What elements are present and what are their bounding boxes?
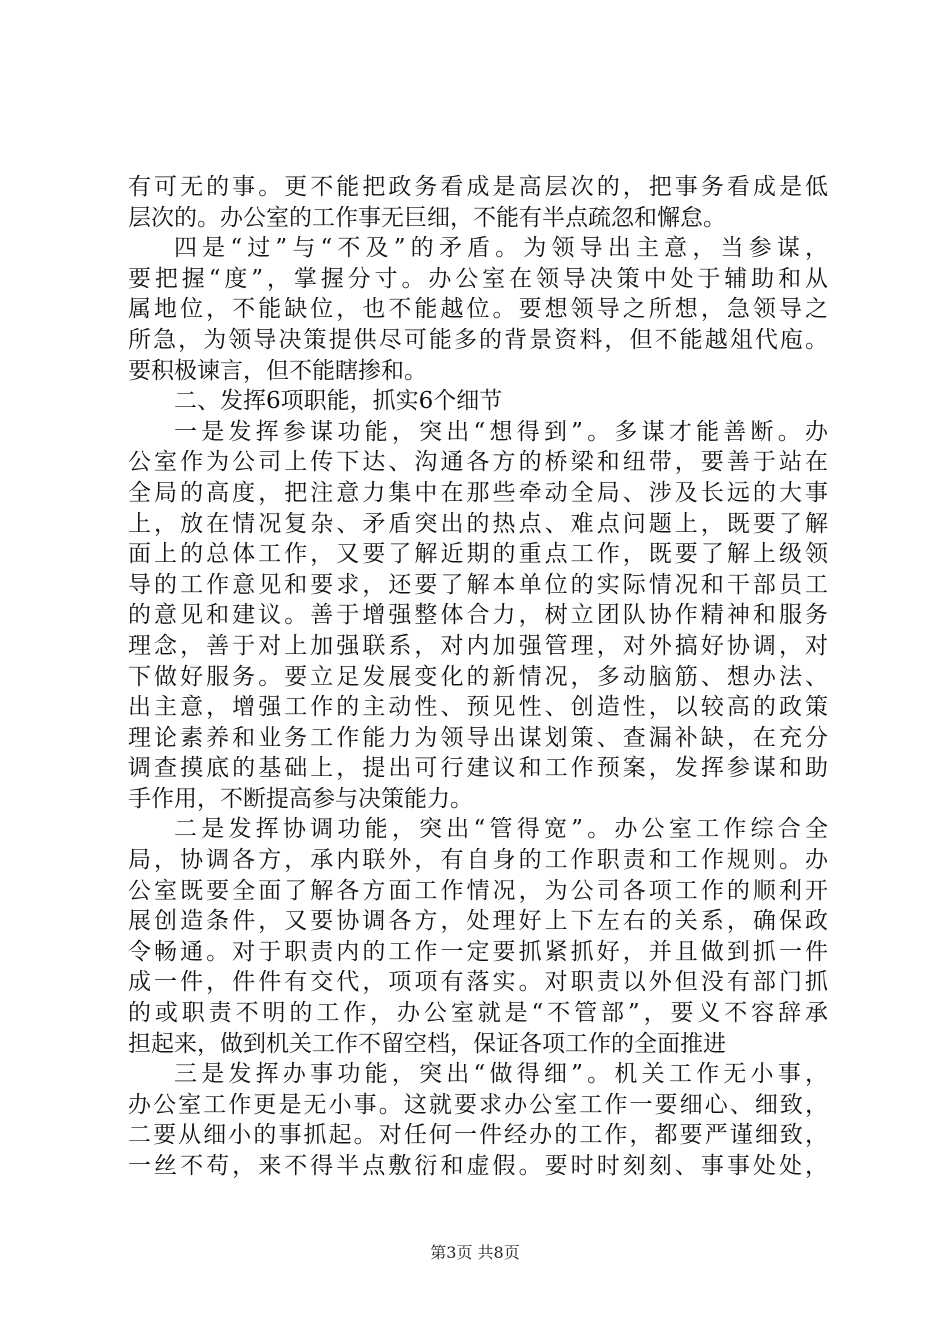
text-line: 出主意，增强工作的主动性、预见性、创造性，以较高的政策 bbox=[128, 694, 828, 721]
body-text bbox=[128, 172, 828, 1182]
text-line: 理念，善于对上加强联系，对内加强管理，对外搞好协调，对 bbox=[128, 632, 828, 659]
text-line: 导的工作意见和要求，还要了解本单位的实际情况和干部员工 bbox=[128, 571, 828, 598]
text-line: 局，协调各方，承内联外，有自身的工作职责和工作规则。办 bbox=[128, 847, 828, 874]
text-line: 成一件，件件有交代，项项有落实。对职责以外但没有部门抓 bbox=[128, 969, 828, 996]
text-line: 二是发挥协调功能，突出“管得宽”。办公室工作综合全 bbox=[174, 816, 828, 843]
text-line: 三是发挥办事功能，突出“做得细”。机关工作无小事， bbox=[174, 1061, 828, 1088]
text-line: 令畅通。对于职责内的工作一定要抓紧抓好，并且做到抓一件 bbox=[128, 938, 828, 965]
text-line: 展创造条件，又要协调各方，处理好上下左右的关系，确保政 bbox=[128, 908, 828, 935]
text-line: 所急，为领导决策提供尽可能多的背景资料，但不能越俎代庖。 bbox=[128, 326, 828, 353]
text-line: 二、发挥6项职能，抓实6个细节 bbox=[174, 388, 503, 415]
text-line: 全局的高度，把注意力集中在那些牵动全局、涉及长远的大事 bbox=[128, 479, 828, 506]
text-line: 有可无的事。更不能把政务看成是高层次的，把事务看成是低 bbox=[128, 174, 828, 200]
text-line: 手作用，不断提高参与决策能力。 bbox=[128, 785, 473, 812]
text-line: 担起来，做到机关工作不留空档，保证各项工作的全面推进 bbox=[128, 1030, 726, 1057]
text-line: 要积极谏言，但不能瞎掺和。 bbox=[128, 357, 427, 384]
text-line: 一丝不苟，来不得半点敷衍和虚假。要时时刻刻、事事处处， bbox=[128, 1153, 828, 1179]
text-line: 要把握“度”，掌握分寸。办公室在领导决策中处于辅助和从 bbox=[128, 265, 828, 292]
text-line: 二要从细小的事抓起。对任何一件经办的工作，都要严谨细致， bbox=[128, 1122, 828, 1149]
text-line: 的或职责不明的工作，办公室就是“不管部”，要义不容辞承 bbox=[128, 1000, 828, 1027]
text-line: 理论素养和业务工作能力为领导出谋划策、查漏补缺，在充分 bbox=[128, 724, 828, 751]
text-line: 公室作为公司上传下达、沟通各方的桥梁和纽带，要善于站在 bbox=[128, 449, 828, 476]
text-line: 层次的。办公室的工作事无巨细，不能有半点疏忽和懈怠。 bbox=[128, 204, 726, 231]
text-line: 的意见和建议。善于增强整体合力，树立团队协作精神和服务 bbox=[128, 602, 828, 629]
text-line: 公室既要全面了解各方面工作情况，为公司各项工作的顺利开 bbox=[128, 877, 828, 904]
text-line: 办公室工作更是无小事。这就要求办公室工作一要细心、细致， bbox=[128, 1091, 828, 1118]
text-line: 上，放在情况复杂、矛盾突出的热点、难点问题上，既要了解 bbox=[128, 510, 828, 537]
text-line: 属地位，不能缺位，也不能越位。要想领导之所想，急领导之 bbox=[128, 296, 828, 323]
text-line: 面上的总体工作，又要了解近期的重点工作，既要了解上级领 bbox=[128, 541, 828, 568]
text-line: 一是发挥参谋功能，突出“想得到”。多谋才能善断。办 bbox=[174, 418, 828, 445]
page-footer: 第3页 共8页 bbox=[430, 1243, 520, 1262]
text-line: 调查摸底的基础上，提出可行建议和工作预案，发挥参谋和助 bbox=[128, 755, 828, 782]
text-line: 下做好服务。要立足发展变化的新情况，多动脑筋、想办法、 bbox=[128, 663, 828, 690]
text-line: 四是“过”与“不及”的矛盾。为领导出主意，当参谋， bbox=[174, 235, 828, 262]
